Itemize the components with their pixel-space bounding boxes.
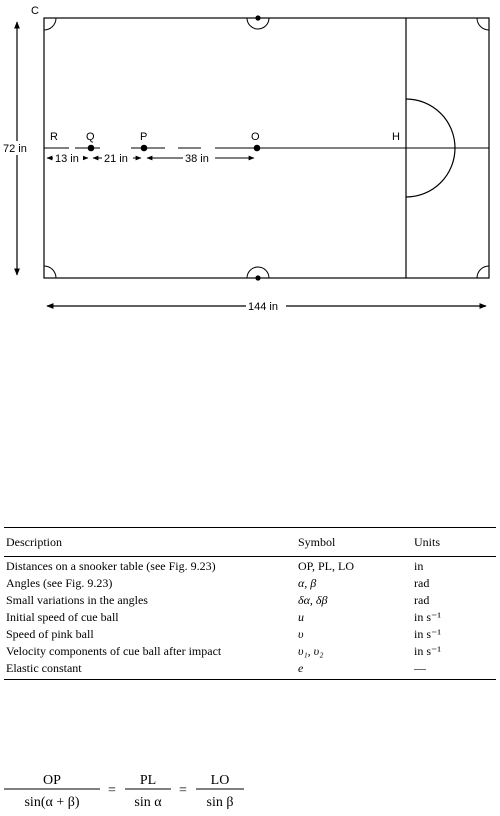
cell-symbol: α, β [298,576,317,590]
eq-equals-2: = [179,783,187,798]
cell-units: — [414,659,496,680]
point-q [88,145,95,152]
table-row [4,608,496,625]
cell-description: Speed of pink ball [6,627,94,641]
eq-num-1: OP [43,773,61,788]
table-header-row [4,528,496,557]
eq-num-3: LO [210,773,230,788]
pocket-bottom-right [477,266,489,278]
cell-symbol: δα, δβ [298,593,328,607]
eq-equals-1: = [108,783,116,798]
dim-height-label: 72 in [3,143,27,155]
cell-symbol: OP, PL, LO [298,559,355,573]
dim-width-label: 144 in [248,301,278,313]
label-o: O [251,131,260,143]
cell-description: Elastic constant [4,659,298,680]
cell-description: Angles (see Fig. 9.23) [6,576,113,590]
dim-qp-label: 21 in [104,153,128,165]
label-c: C [31,5,39,17]
pocket-bottom-middle-dot [255,275,260,280]
header-units: Units [414,528,496,557]
point-p [141,145,148,152]
cell-description: Velocity components of cue ball after impact [6,644,222,658]
table-row [4,625,496,642]
label-h: H [392,131,400,143]
cell-units: in s⁻¹ [414,610,441,624]
label-p: P [140,131,148,143]
pocket-top-left [44,18,56,30]
pocket-top-right [477,18,489,30]
table-row [4,557,496,575]
table-row [4,574,496,591]
cell-symbol: u [298,610,304,624]
eq-den-3: sin β [206,795,234,810]
sine-rule-equation [4,768,264,814]
cell-symbol: υ [298,627,304,641]
cell-units: rad [414,593,430,607]
snooker-table-diagram [0,0,500,320]
header-symbol: Symbol [298,528,414,557]
dim-po-label: 38 in [185,153,209,165]
cell-units: in s⁻¹ [414,627,441,641]
table-row [4,591,496,608]
eq-num-2: PL [139,773,157,788]
pocket-top-middle-dot [255,15,260,20]
table-row [4,659,496,680]
pocket-bottom-left [44,266,56,278]
cell-units: in s⁻¹ [414,644,441,658]
point-o [254,145,261,152]
label-q: Q [86,131,95,143]
symbol-table-container [4,527,496,680]
eq-den-1: sin(α + β) [24,795,80,810]
cell-description: Distances on a snooker table (see Fig. 9.23) [6,559,216,573]
cell-units: in [414,559,424,573]
dim-rq-label: 13 in [55,153,79,165]
cell-symbol: e [298,659,414,680]
cell-symbol: υ₁, υ₂ [298,644,324,658]
header-description: Description [4,528,298,557]
label-r: R [50,131,58,143]
cell-units: rad [414,576,430,590]
table-row [4,642,496,659]
cell-description: Small variations in the angles [6,593,148,607]
cell-description: Initial speed of cue ball [6,610,119,624]
symbol-table [4,527,496,680]
eq-den-2: sin α [134,795,162,810]
